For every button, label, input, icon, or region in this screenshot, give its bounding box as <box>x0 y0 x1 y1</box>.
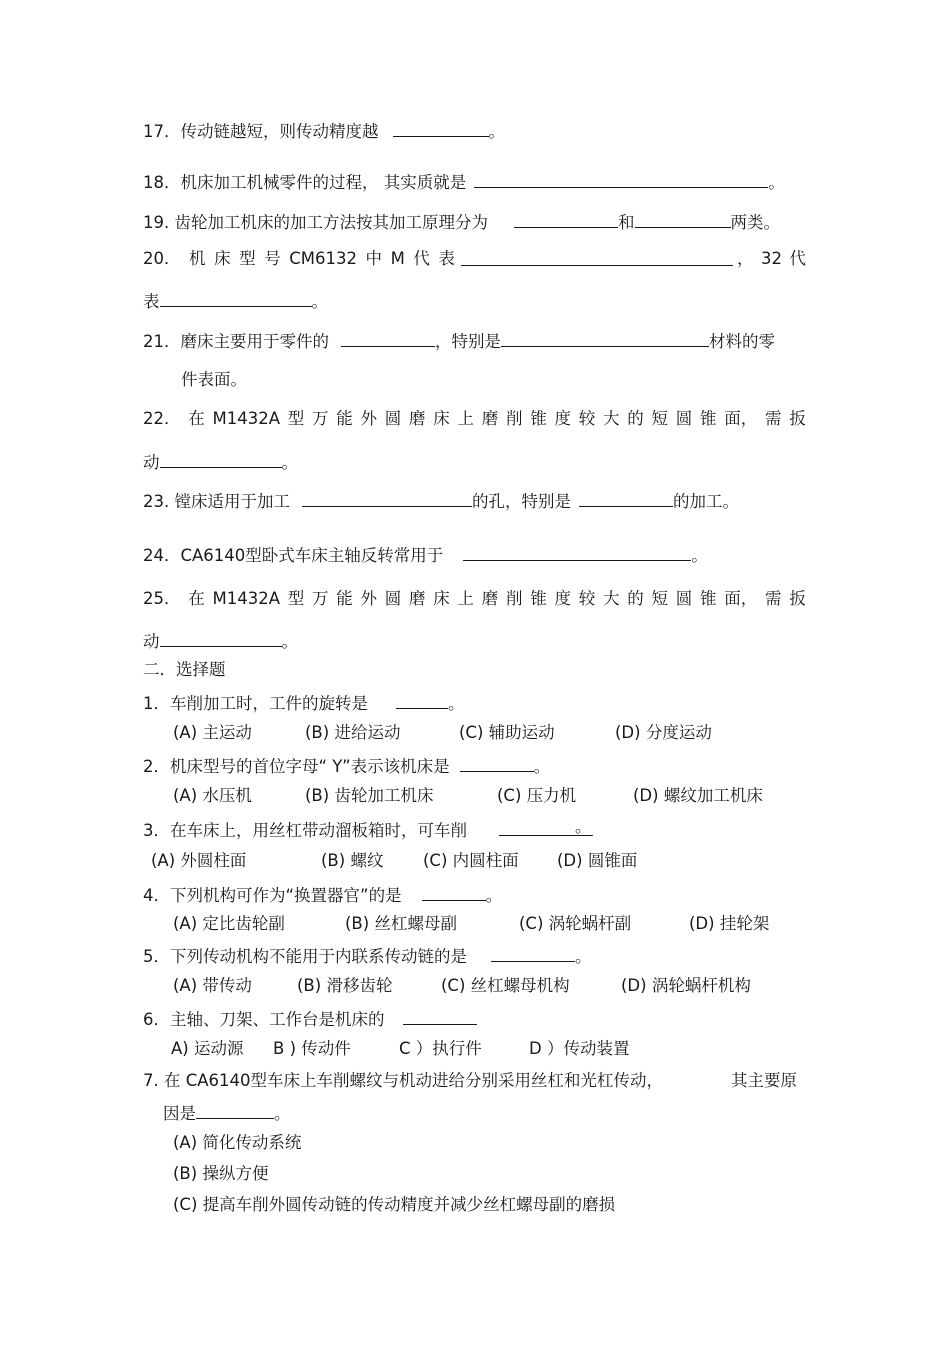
section-title: 二．选择题 <box>143 660 226 679</box>
question-20: 20． 机 床 型 号 CM6132 中 M 代 表 ， 32 代 <box>143 249 806 268</box>
option-c[interactable]: (C) 压力机 <box>497 786 577 805</box>
option-a[interactable]: A) 运动源 <box>171 1039 244 1058</box>
choice-question-4: 4．下列机构可作为“换置器官”的是 。 <box>143 883 502 907</box>
choice-question-1: 1．车削加工时，工件的旋转是 。 <box>143 691 465 715</box>
option-b[interactable]: (B) 进给运动 <box>305 723 401 742</box>
question-22: 22． 在 M1432A 型 万 能 外 圆 磨 床 上 磨 削 锥 度 较 大 的 短 圆 锥 面， 需 扳 <box>143 409 806 428</box>
question-21: 21．磨床主要用于零件的 ，特别是 材料的零 <box>143 329 775 353</box>
answer-blank[interactable] <box>422 883 486 901</box>
option-c[interactable]: (C) 内圆柱面 <box>423 851 519 870</box>
choice-question-2: 2．机床型号的首位字母“ Y”表示该机床是 。 <box>143 754 550 778</box>
option-d[interactable]: D ）传动装置 <box>529 1039 630 1058</box>
option-c[interactable]: C ）执行件 <box>399 1039 482 1058</box>
option-d[interactable]: (D) 涡轮蜗杆机构 <box>621 976 751 995</box>
option-c[interactable]: (C) 丝杠螺母机构 <box>441 976 570 995</box>
question-text: 23. 镗床适用于加工 <box>143 492 290 511</box>
answer-blank[interactable] <box>393 119 489 137</box>
question-19: 19. 齿轮加工机床的加工方法按其加工原理分为 和 两类。 <box>143 210 780 234</box>
choice-question-7 <box>143 1070 663 1092</box>
option-b[interactable]: (B) 齿轮加工机床 <box>305 786 434 805</box>
answer-blank[interactable] <box>579 489 673 507</box>
option-b[interactable]: (B) 操纵方便 <box>173 1164 269 1183</box>
answer-blank[interactable] <box>514 210 618 228</box>
question-25-line2: 动 。 <box>143 629 298 653</box>
answer-blank[interactable] <box>160 629 282 647</box>
option-a[interactable]: (A) 带传动 <box>173 976 252 995</box>
question-text: 7. 在 CA6140型车床上车削螺纹与机动进给分别采用丝杠和光杠传动， <box>143 1071 664 1090</box>
option-c[interactable]: (C) 提高车削外圆传动链的传动精度并减少丝杠螺母副的磨损 <box>173 1195 616 1214</box>
question-text: 17．传动链越短，则传动精度越 <box>143 122 379 141</box>
answer-blank[interactable] <box>341 329 435 347</box>
option-b[interactable]: B ) 传动件 <box>273 1039 351 1058</box>
option-a[interactable]: (A) 定比齿轮副 <box>173 914 285 933</box>
question-21-line2: 件表面。 <box>181 370 247 389</box>
option-b[interactable]: (B) 丝杠螺母副 <box>345 914 457 933</box>
answer-blank[interactable] <box>463 543 691 561</box>
answer-blank[interactable] <box>196 1101 274 1119</box>
question-text: 21．磨床主要用于零件的 <box>143 332 329 351</box>
question-text: 5．下列传动机构不能用于内联系传动链的是 <box>143 947 467 966</box>
question-text: 4．下列机构可作为“换置器官”的是 <box>143 886 402 905</box>
question-text-tail: 其主要原 <box>731 1071 797 1090</box>
answer-blank[interactable] <box>635 210 731 228</box>
question-24: 24．CA6140型卧式车床主轴反转常用于 。 <box>143 543 708 567</box>
option-b[interactable]: (B) 螺纹 <box>321 851 384 870</box>
answer-blank[interactable]: 。 <box>499 818 593 836</box>
question-20-line2: 表 。 <box>143 289 328 313</box>
question-18: 18．机床加工机械零件的过程， 其实质就是 。 <box>143 170 785 194</box>
answer-blank[interactable] <box>302 489 472 507</box>
question-text: 18．机床加工机械零件的过程， 其实质就是 <box>143 173 467 192</box>
answer-blank[interactable] <box>460 754 534 772</box>
answer-blank[interactable] <box>403 1007 477 1025</box>
question-text: 2．机床型号的首位字母“ Y”表示该机床是 <box>143 757 450 776</box>
question-17: 17．传动链越短，则传动精度越 。 <box>143 119 505 143</box>
question-25: 25． 在 M1432A 型 万 能 外 圆 磨 床 上 磨 削 锥 度 较 大 的 短 圆 锥 面， 需 扳 <box>143 589 806 608</box>
choice-question-5: 5．下列传动机构不能用于内联系传动链的是 。 <box>143 944 592 968</box>
option-c[interactable]: (C) 涡轮蜗杆副 <box>519 914 632 933</box>
choice-question-7-line2: 因是 。 <box>163 1101 291 1125</box>
question-text: 1．车削加工时，工件的旋转是 <box>143 694 368 713</box>
answer-blank[interactable] <box>491 944 575 962</box>
answer-blank[interactable] <box>160 289 312 307</box>
choice-question-6 <box>143 1007 477 1031</box>
option-d[interactable]: (D) 挂轮架 <box>689 914 770 933</box>
option-d[interactable]: (D) 分度运动 <box>615 723 712 742</box>
question-text: 3．在车床上，用丝杠带动溜板箱时，可车削 <box>143 821 467 840</box>
option-a[interactable]: (A) 主运动 <box>173 723 252 742</box>
option-d[interactable]: (D) 螺纹加工机床 <box>633 786 763 805</box>
option-a[interactable]: (A) 外圆柱面 <box>151 851 247 870</box>
option-a[interactable]: (A) 简化传动系统 <box>173 1133 302 1152</box>
answer-blank[interactable] <box>501 329 709 347</box>
question-22-line2: 动 。 <box>143 450 298 474</box>
answer-blank[interactable] <box>160 450 282 468</box>
option-b[interactable]: (B) 滑移齿轮 <box>297 976 393 995</box>
question-23: 23. 镗床适用于加工 的孔，特别是 的加工。 <box>143 489 739 513</box>
choice-question-3 <box>143 818 593 842</box>
answer-blank[interactable] <box>396 691 448 709</box>
option-a[interactable]: (A) 水压机 <box>173 786 252 805</box>
answer-blank[interactable] <box>474 170 768 188</box>
question-text: 6．主轴、刀架、工作台是机床的 <box>143 1010 385 1029</box>
question-text: 19. 齿轮加工机床的加工方法按其加工原理分为 <box>143 213 488 232</box>
option-c[interactable]: (C) 辅助运动 <box>459 723 555 742</box>
option-d[interactable]: (D) 圆锥面 <box>557 851 638 870</box>
answer-blank[interactable] <box>461 248 733 266</box>
question-text: 24．CA6140型卧式车床主轴反转常用于 <box>143 546 444 565</box>
